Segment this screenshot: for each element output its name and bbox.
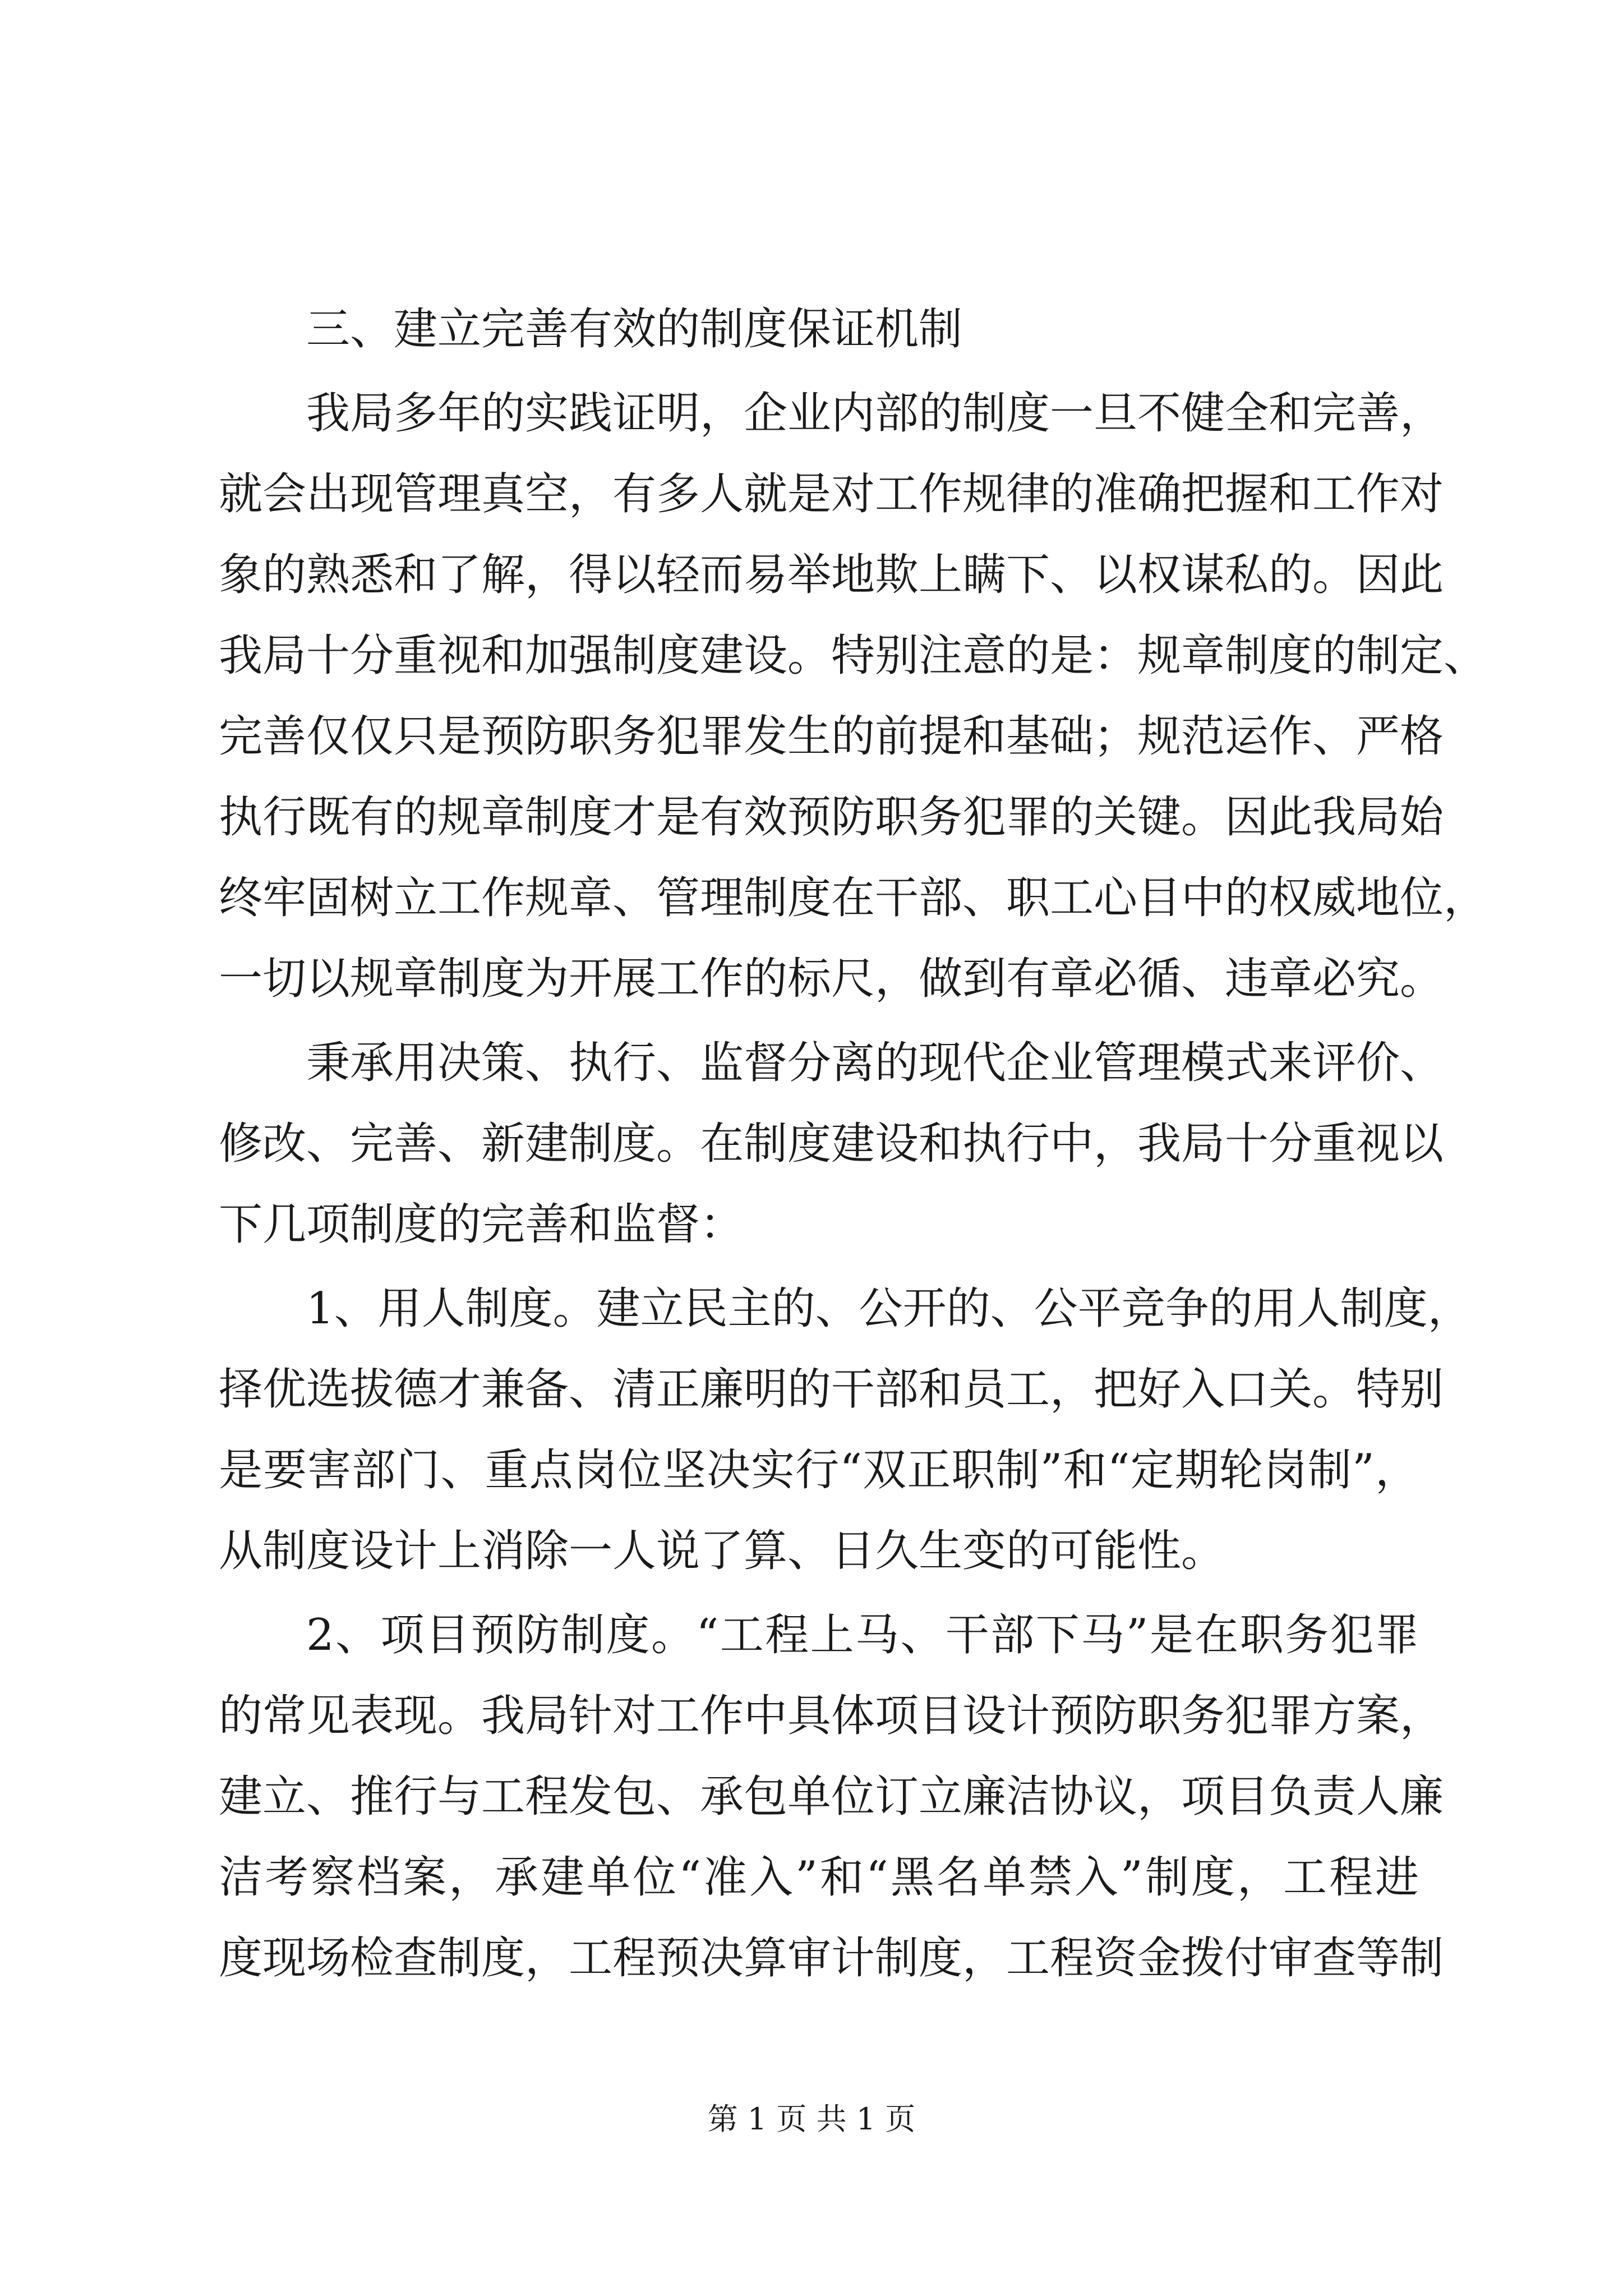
text-line: 下几项制度的完善和监督： (219, 1199, 744, 1250)
text-line: 是要害部门、重点岗位坚决实行“双正职制”和“定期轮岗制”， (219, 1445, 1419, 1496)
paragraph-3 (219, 1268, 1472, 1591)
text-line: 执行既有的规章制度才是有效预防职务犯罪的关键。因此我局始 (219, 792, 1444, 843)
section-heading: 三、建立完善有效的制度保证机制 (306, 304, 963, 355)
paragraph-4 (219, 1595, 1444, 1999)
text-line: 秉承用决策、执行、监督分离的现代企业管理模式来评价、 (306, 1038, 1444, 1088)
text-line: 一切以规章制度为开展工作的标尺，做到有章必循、违章必究。 (219, 954, 1444, 1004)
document-body (219, 289, 1488, 2002)
paragraph-2 (219, 1023, 1444, 1265)
text-line: 我局十分重视和加强制度建设。特别注意的是：规章制度的制定、 (219, 631, 1488, 681)
text-line: 1、用人制度。建立民主的、公开的、公平竞争的用人制度， (306, 1283, 1472, 1334)
text-line: 象的熟悉和了解，得以轻而易举地欺上瞒下、以权谋私的。因此 (219, 550, 1444, 600)
text-line: 择优选拔德才兼备、清正廉明的干部和员工，把好入口关。特别 (219, 1364, 1444, 1415)
text-line: 我局多年的实践证明，企业内部的制度一旦不健全和完善， (306, 388, 1444, 439)
text-line: 从制度设计上消除一人说了算、日久生变的可能性。 (219, 1526, 1225, 1576)
page-footer: 第 1 页 共 1 页 (707, 2101, 916, 2137)
text-line: 的常见表现。我局针对工作中具体项目设计预防职务犯罪方案， (219, 1691, 1444, 1741)
text-line: 就会出现管理真空，有多人就是对工作规律的准确把握和工作对 (219, 469, 1444, 519)
paragraph-1 (219, 373, 1488, 1019)
text-line: 建立、推行与工程发包、承包单位订立廉洁协议，项目负责人廉 (219, 1772, 1444, 1822)
text-line: 2、项目预防制度。“工程上马、干部下马”是在职务犯罪 (306, 1610, 1419, 1660)
text-line: 洁考察档案，承建单位“准入”和“黑名单禁入”制度，工程进 (219, 1852, 1419, 1903)
text-line: 修改、完善、新建制度。在制度建设和执行中，我局十分重视以 (219, 1119, 1444, 1169)
text-line: 度现场检查制度，工程预决算审计制度，工程资金拨付审查等制 (219, 1933, 1444, 1984)
text-line: 完善仅仅只是预防职务犯罪发生的前提和基础；规范运作、严格 (219, 711, 1444, 762)
text-line: 终牢固树立工作规章、管理制度在干部、职工心目中的权威地位， (219, 873, 1488, 923)
